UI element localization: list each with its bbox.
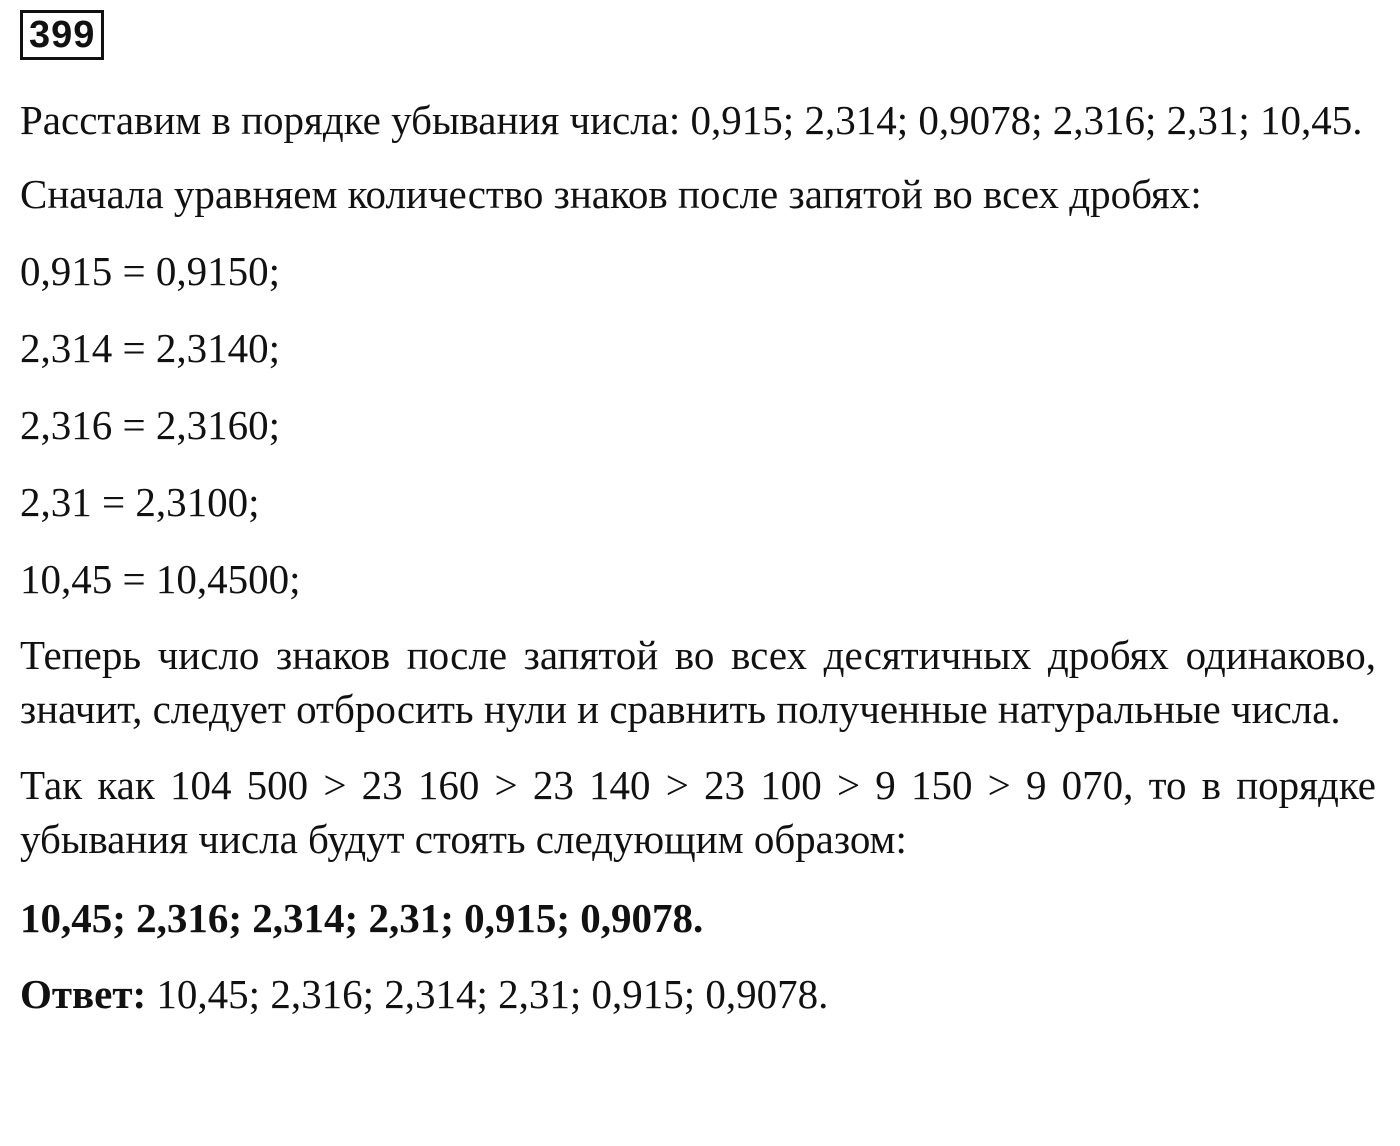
problem-number-badge: 399 [20, 10, 104, 60]
equation-2: 2,314 = 2,3140; [20, 325, 281, 371]
answer-line [20, 967, 1376, 1021]
step2-text: Теперь число знаков после запятой во всех десятичных дробях одинаково, значит, следует отбросить нули и сравнить полученные натуральные числа. [20, 632, 1376, 732]
step3-text: Так как 104 500 > 23 160 > 23 140 > 23 100 > 9 150 > 9 070, то в порядке убывания числа будут стоять следующим образом: [20, 762, 1376, 862]
intro-text: Расставим в порядке убывания числа: 0,915; 2,314; 0,9078; 2,316; 2,31; 10,45. [20, 97, 1363, 143]
result-text: 10,45; 2,316; 2,314; 2,31; 0,915; 0,9078. [20, 895, 704, 941]
answer-label: Ответ: [20, 971, 147, 1017]
equation-1: 0,915 = 0,9150; [20, 248, 281, 294]
step1-text: Сначала уравняем количество знаков после запятой во всех дробях: [20, 171, 1202, 217]
equation-4: 2,31 = 2,3100; [20, 479, 260, 525]
answer-value: 10,45; 2,316; 2,314; 2,31; 0,915; 0,9078. [156, 971, 829, 1017]
equation-3: 2,316 = 2,3160; [20, 402, 281, 448]
solution-page [20, 10, 1376, 1021]
equation-5: 10,45 = 10,4500; [20, 556, 301, 602]
